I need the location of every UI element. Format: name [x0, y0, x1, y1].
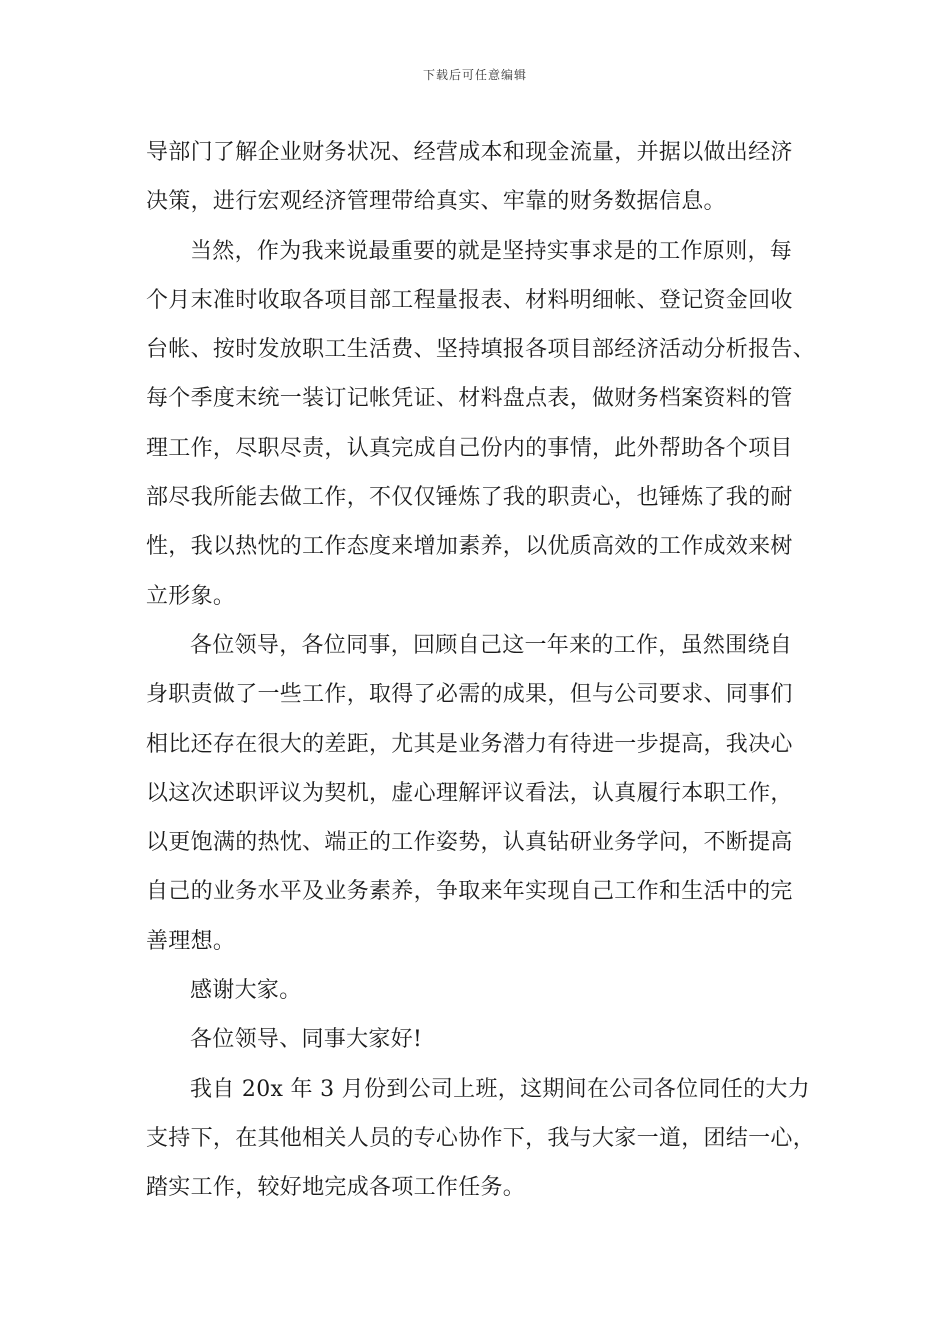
paragraph-start-line: 各位领导、同事大家好!: [190, 1027, 423, 1053]
paragraph-start-line: 当然，作为我来说最重要的就是坚持实事求是的工作原则，每: [190, 238, 793, 264]
text-line: 台帐、按时发放职工生活费、坚持填报各项目部经济活动分析报告、: [146, 337, 816, 363]
text-line: 自己的业务水平及业务素养，争取来年实现自己工作和生活中的完: [146, 879, 793, 905]
text-line: 每个季度末统一装订记帐凭证、材料盘点表，做财务档案资料的管: [146, 386, 793, 412]
text-line: 相比还存在很大的差距，尤其是业务潜力有待进一步提高，我决心: [146, 731, 793, 757]
text-line: 以这次述职评议为契机，虚心理解评议看法，认真履行本职工作，: [146, 780, 793, 806]
text-line: 理工作，尽职尽责，认真完成自己份内的事情，此外帮助各个项目: [146, 435, 793, 461]
text-line: 身职责做了一些工作，取得了必需的成果，但与公司要求、同事们: [146, 682, 793, 708]
text-line: 以更饱满的热忱、端正的工作姿势，认真钻研业务学问，不断提高: [146, 830, 793, 856]
paragraph-start-line: 感谢大家。: [190, 978, 302, 1004]
text-line: 部尽我所能去做工作，不仅仅锤炼了我的职责心，也锤炼了我的耐: [146, 485, 793, 511]
text-line: 支持下，在其他相关人员的专心协作下，我与大家一道，团结一心，: [146, 1125, 816, 1151]
text-line: 善理想。: [146, 928, 236, 954]
paragraph-start-line: 各位领导，各位同事，回顾自己这一年来的工作，虽然围绕自: [190, 632, 793, 658]
text-line: 个月末准时收取各项目部工程量报表、材料明细帐、登记资金回收: [146, 287, 793, 313]
paragraph-start-line: 我自 20x 年 3 月份到公司上班，这期间在公司各位同任的大力: [190, 1076, 810, 1102]
text-line: 导部门了解企业财务状况、经营成本和现金流量，并据以做出经济: [146, 140, 793, 165]
text-line: 立形象。: [146, 583, 236, 609]
text-line: 决策，进行宏观经济管理带给真实、牢靠的财务数据信息。: [146, 189, 726, 215]
document-body: [146, 128, 816, 1213]
page-header: 下载后可任意编辑: [422, 68, 527, 82]
text-line: 性，我以热忱的工作态度来增加素养，以优质高效的工作成效来树: [146, 534, 793, 560]
text-line: 踏实工作，较好地完成各项工作任务。: [146, 1175, 526, 1201]
